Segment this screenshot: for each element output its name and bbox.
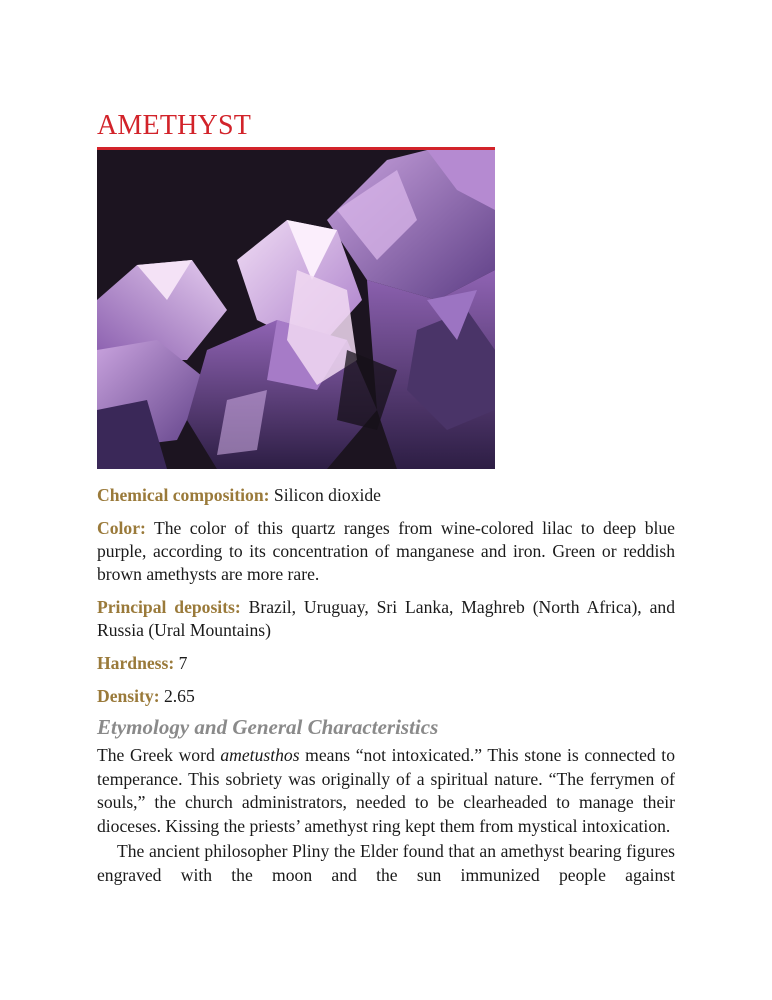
fact-label: Color: [97,518,146,538]
fact-value: Brazil, Uruguay, Sri Lanka, Maghreb (North Africa), and Russia (Ural Mountains) [97,597,675,640]
paragraph-text: means “not intoxicated.” This stone is connected to temperance. This sobriety was originally of a spiritual nature. “The ferrymen of souls,” the church administrators, needed to be clearheaded to manage their dioceses. Kissing the priests’ amethyst ring kept them from mystical intoxication. [97,745,675,836]
paragraph-pliny: The ancient philosopher Pliny the Elder found that an amethyst bearing figures engraved with the moon and the sun immunized people against [97,841,675,885]
fact-value: 7 [178,653,188,673]
fact-principal-deposits [97,596,675,642]
body-text [97,744,675,887]
paragraph-etymology [97,744,675,838]
fact-hardness [97,652,675,675]
fact-value: The color of this quartz ranges from wine-colored lilac to deep blue purple, according to its concentration of manganese and iron. Green or reddish brown amethysts are more rare. [97,518,675,584]
fact-value: 2.65 [163,686,195,706]
fact-label: Density: [97,686,160,706]
greek-term: ametusthos [220,745,300,765]
fact-label: Principal deposits: [97,597,241,617]
fact-chemical-composition [97,484,675,507]
page-title: AMETHYST [97,110,252,141]
fact-value: Silicon dioxide [273,485,381,505]
amethyst-photo [97,150,495,469]
fact-color [97,517,675,586]
fact-label: Hardness: [97,653,175,673]
section-heading: Etymology and General Characteristics [97,715,439,739]
facts-list [97,484,675,718]
fact-label: Chemical composition: [97,485,270,505]
paragraph-text: The Greek word [97,745,221,765]
fact-density [97,685,675,708]
